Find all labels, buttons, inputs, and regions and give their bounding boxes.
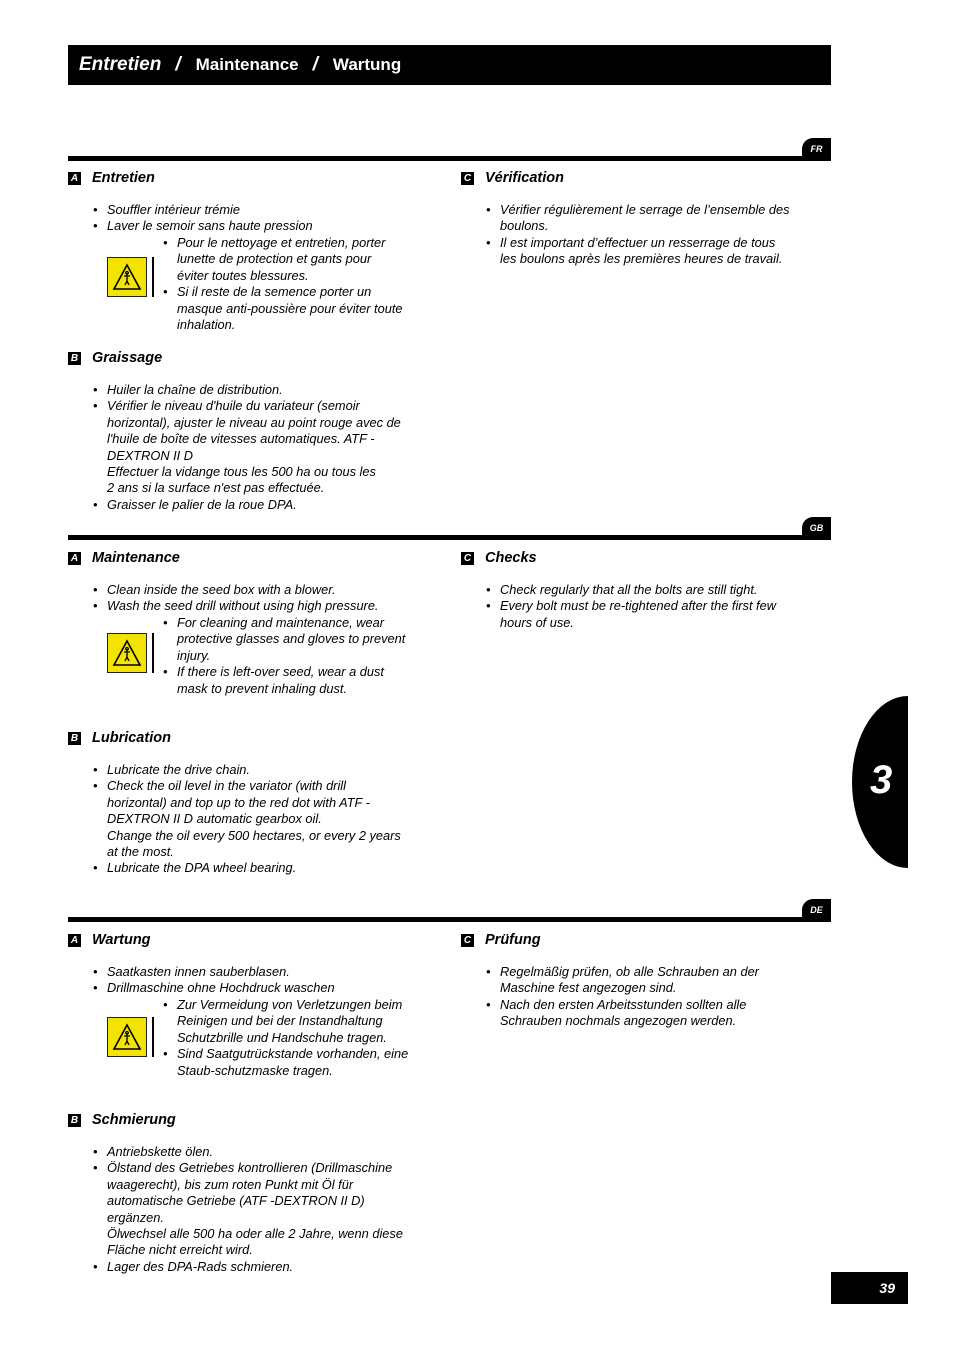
list-line: at the most. bbox=[107, 844, 174, 860]
title-separator: / bbox=[312, 54, 318, 75]
warning-list bbox=[163, 235, 403, 333]
list-line: Maschine fest angezogen sind. bbox=[500, 980, 677, 996]
warning-line: protective glasses and gloves to prevent bbox=[177, 631, 406, 647]
section-b-list bbox=[93, 382, 401, 513]
warning-divider bbox=[152, 1017, 154, 1057]
warning-list bbox=[163, 615, 405, 697]
section-b-list bbox=[93, 1144, 403, 1275]
chapter-tab bbox=[852, 696, 908, 868]
title-de: Wartung bbox=[332, 55, 402, 74]
list-line: • Lubricate the DPA wheel bearing. bbox=[93, 860, 401, 876]
section-letter: B bbox=[68, 732, 81, 745]
list-line: • Il est important d’effectuer un resserrage de tous bbox=[486, 235, 790, 251]
section-b-heading bbox=[68, 730, 171, 746]
list-line: • Regelmäßig prüfen, ob alle Schrauben an der bbox=[486, 964, 759, 980]
safety-warning-icon bbox=[107, 633, 147, 673]
section-letter: C bbox=[461, 552, 474, 565]
section-letter: A bbox=[68, 552, 81, 565]
warning-line: injury. bbox=[177, 647, 211, 663]
list-line: • Nach den ersten Arbeitsstunden sollten alle bbox=[486, 997, 759, 1013]
section-a-heading bbox=[68, 170, 155, 186]
section-rule bbox=[68, 917, 831, 922]
title-fr: Entretien bbox=[79, 54, 162, 75]
warning-line: Schutzbrille und Handschuhe tragen. bbox=[177, 1029, 387, 1045]
warning-line: • Zur Vermeidung von Verletzungen beim bbox=[163, 997, 408, 1013]
list-line: waagerecht), bis zum roten Punkt mit Öl für bbox=[107, 1176, 354, 1192]
section-letter: A bbox=[68, 172, 81, 185]
list-line: Ölwechsel alle 500 ha oder alle 2 Jahre, wenn diese bbox=[107, 1226, 403, 1242]
section-letter: B bbox=[68, 352, 81, 365]
warning-line: lunette de protection et gants pour bbox=[177, 251, 372, 267]
page-number bbox=[831, 1272, 908, 1304]
section-title: Lubrication bbox=[92, 730, 171, 746]
list-item: • Clean inside the seed box with a blower. bbox=[93, 582, 379, 598]
list-line: • Huiler la chaîne de distribution. bbox=[93, 382, 401, 398]
section-c-heading bbox=[461, 550, 537, 566]
title-separator: / bbox=[175, 54, 181, 75]
section-b-list bbox=[93, 762, 401, 877]
section-b-heading bbox=[68, 350, 162, 366]
header-bar bbox=[68, 45, 831, 85]
section-a-list bbox=[93, 202, 313, 235]
section-c-list bbox=[486, 202, 790, 268]
section-a-heading bbox=[68, 932, 151, 948]
list-line: ergänzen. bbox=[107, 1209, 164, 1225]
section-c-list bbox=[486, 582, 776, 631]
language-tab: FR bbox=[802, 138, 831, 160]
section-rule bbox=[68, 535, 831, 540]
safety-warning-icon bbox=[107, 257, 147, 297]
section-letter: C bbox=[461, 172, 474, 185]
section-letter: B bbox=[68, 1114, 81, 1127]
warning-line: • Si il reste de la semence porter un bbox=[163, 284, 403, 300]
list-line: les boulons après les premières heures de travail. bbox=[500, 251, 783, 267]
list-line: • Check the oil level in the variator (with drill bbox=[93, 778, 401, 794]
page-number-text: 39 bbox=[879, 1280, 895, 1296]
list-line: • Lager des DPA-Rads schmieren. bbox=[93, 1259, 403, 1275]
warning-line: Reinigen und bei der Instandhaltung bbox=[177, 1013, 383, 1029]
list-line: • Every bolt must be re-tightened after the first few bbox=[486, 598, 776, 614]
section-b-heading bbox=[68, 1112, 176, 1128]
section-c-heading bbox=[461, 932, 541, 948]
section-letter: C bbox=[461, 934, 474, 947]
language-tab: GB bbox=[802, 517, 831, 539]
warning-divider bbox=[152, 633, 154, 673]
list-line: Change the oil every 500 hectares, or every 2 years bbox=[107, 827, 401, 843]
warning-line: • Pour le nettoyage et entretien, porter bbox=[163, 235, 403, 251]
section-letter: A bbox=[68, 934, 81, 947]
list-line: automatische Getriebe (ATF -DEXTRON II D) bbox=[107, 1193, 365, 1209]
section-c-list bbox=[486, 964, 759, 1030]
list-line: Fläche nicht erreicht wird. bbox=[107, 1242, 253, 1258]
list-item: • Saatkasten innen sauberblasen. bbox=[93, 964, 335, 980]
list-line: hours of use. bbox=[500, 614, 574, 630]
list-line: • Vérifier régulièrement le serrage de l’ensemble des bbox=[486, 202, 790, 218]
list-line: • Lubricate the drive chain. bbox=[93, 762, 401, 778]
list-line: 2 ans si la surface n'est pas effectuée. bbox=[107, 480, 325, 496]
list-line: Schrauben nochmals angezogen werden. bbox=[500, 1013, 737, 1029]
section-title: Wartung bbox=[92, 932, 151, 948]
list-item: • Laver le semoir sans haute pression bbox=[93, 218, 313, 234]
section-title: Graissage bbox=[92, 350, 163, 366]
section-rule bbox=[68, 156, 831, 161]
list-line: • Graisser le palier de la roue DPA. bbox=[93, 497, 401, 513]
chapter-number: 3 bbox=[870, 758, 893, 802]
list-line: horizontal), ajuster le niveau au point rouge avec de bbox=[107, 414, 401, 430]
list-line: • Antriebskette ölen. bbox=[93, 1144, 403, 1160]
list-line: • Check regularly that all the bolts are still tight. bbox=[486, 582, 776, 598]
safety-warning-icon bbox=[107, 1017, 147, 1057]
section-title: Vérification bbox=[485, 170, 564, 186]
section-title: Entretien bbox=[92, 170, 155, 186]
warning-line: éviter toutes blessures. bbox=[177, 267, 309, 283]
section-title: Prüfung bbox=[485, 932, 541, 948]
list-line: DEXTRON II D automatic gearbox oil. bbox=[107, 811, 322, 827]
list-line: boulons. bbox=[500, 218, 549, 234]
warning-line: • Sind Saatgutrückstande vorhanden, eine bbox=[163, 1046, 408, 1062]
warning-line: • If there is left-over seed, wear a dust bbox=[163, 664, 405, 680]
list-item: • Drillmaschine ohne Hochdruck waschen bbox=[93, 980, 335, 996]
list-line: l'huile de boîte de vitesses automatiques. ATF - bbox=[107, 431, 375, 447]
list-line: horizontal) and top up to the red dot with ATF - bbox=[107, 794, 370, 810]
warning-list bbox=[163, 997, 408, 1079]
warning-triangle-icon bbox=[112, 1022, 142, 1052]
section-a-list bbox=[93, 582, 379, 615]
list-line: • Vérifier le niveau d'huile du variateur (semoir bbox=[93, 398, 401, 414]
section-title: Schmierung bbox=[92, 1112, 176, 1128]
section-c-heading bbox=[461, 170, 564, 186]
warning-triangle-icon bbox=[112, 638, 142, 668]
warning-triangle-icon bbox=[112, 262, 142, 292]
section-a-heading bbox=[68, 550, 180, 566]
list-line: Effectuer la vidange tous les 500 ha ou tous les bbox=[107, 464, 376, 480]
warning-line: masque anti-poussière pour éviter toute bbox=[177, 300, 403, 316]
section-a-list bbox=[93, 964, 335, 997]
warning-line: • For cleaning and maintenance, wear bbox=[163, 615, 405, 631]
language-tab: DE bbox=[802, 899, 831, 921]
list-line: DEXTRON II D bbox=[107, 447, 194, 463]
list-item: • Wash the seed drill without using high pressure. bbox=[93, 598, 379, 614]
section-title: Checks bbox=[485, 550, 537, 566]
warning-divider bbox=[152, 257, 154, 297]
section-title: Maintenance bbox=[92, 550, 180, 566]
title-en: Maintenance bbox=[195, 55, 299, 74]
warning-line: mask to prevent inhaling dust. bbox=[177, 680, 348, 696]
list-line: • Ölstand des Getriebes kontrollieren (Drillmaschine bbox=[93, 1160, 403, 1176]
list-item: • Souffler intérieur trémie bbox=[93, 202, 313, 218]
warning-line: Staub-schutzmaske tragen. bbox=[177, 1062, 333, 1078]
warning-line: inhalation. bbox=[177, 317, 236, 333]
